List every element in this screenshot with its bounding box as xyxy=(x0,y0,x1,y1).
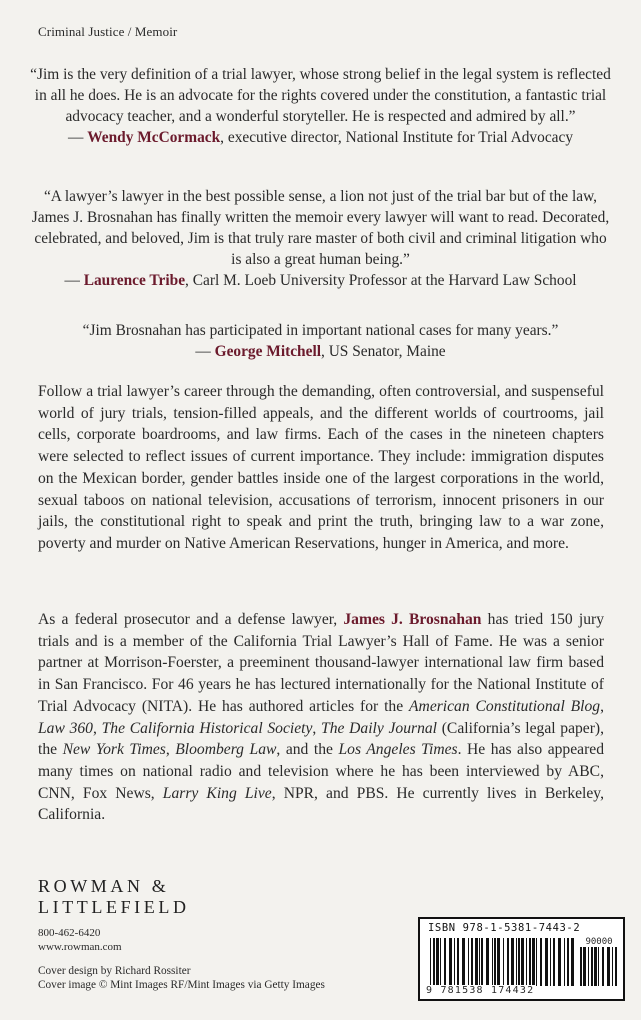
quote-text: “Jim Brosnahan has participated in important national cases for many years.” xyxy=(82,322,559,339)
barcode-bar xyxy=(444,938,446,986)
barcode-bar xyxy=(516,938,517,986)
barcode-bar xyxy=(457,938,459,986)
barcode-bar xyxy=(511,938,514,986)
barcode-bar xyxy=(454,938,455,986)
barcode-bar xyxy=(475,938,478,986)
barcode-bar xyxy=(529,938,531,986)
barcode-bar xyxy=(479,938,480,986)
quote-attribution: — Laurence Tribe, Carl M. Loeb University Professor at the Harvard Law School xyxy=(64,272,577,289)
isbn-barcode xyxy=(418,917,625,1001)
publisher-logo: ROWMAN & LITTLEFIELD xyxy=(38,876,190,917)
barcode-bar xyxy=(532,938,535,986)
barcode-bar xyxy=(567,938,569,986)
quote-attribution: — Wendy McCormack, executive director, National Institute for Trial Advocacy xyxy=(67,129,574,146)
barcode-bars xyxy=(430,938,574,986)
barcode-bar xyxy=(440,938,441,986)
barcode-bar xyxy=(553,938,555,986)
endorser-name: Laurence Tribe xyxy=(83,272,186,289)
barcode-bar xyxy=(521,938,524,986)
barcode-bar xyxy=(571,938,574,986)
barcode-bar xyxy=(540,938,542,986)
barcode-bar xyxy=(564,938,565,986)
barcode-bar xyxy=(481,938,483,986)
isbn-number: ISBN 978-1-5381-7443-2 xyxy=(428,922,581,934)
barcode-bar xyxy=(536,938,537,986)
barcode-bar xyxy=(471,938,473,986)
endorser-title: , executive director, National Institute for Trial Advocacy xyxy=(220,129,574,146)
barcode-bar xyxy=(486,938,489,986)
publisher-website: www.rowman.com xyxy=(38,940,122,953)
barcode-bar xyxy=(436,938,439,986)
barcode-addon-number: 90000 xyxy=(580,937,618,947)
barcode-bar xyxy=(507,938,509,986)
endorsement-quote-3 xyxy=(30,320,611,362)
barcode-bar xyxy=(497,938,500,986)
publisher-phone: 800-462-6420 xyxy=(38,927,101,939)
author-name: James J. Brosnahan xyxy=(343,611,482,628)
endorser-name: Wendy McCormack xyxy=(87,129,221,146)
publisher-contact xyxy=(38,927,122,954)
author-bio: As a federal prosecutor and a defense lawyer, James J. Brosnahan has tried 150 jury trials and is a member of the California Trial Lawyer’s Hall of Fame. He was a senior partner at Morrison-Foerster, a preeminent thousand-lawyer international law firm based in San Francisco. For 46 years he has lectured internationally for the National Institute of Trial Advocacy (NITA). He has authored articles for the American Constitutional Blog, Law 360, The California Historical Society, The Daily Journal (California’s legal paper), the New York Times, Bloomberg Law, and the Los Angeles Times. He has also appeared many times on national radio and television where he has been interviewed by ABC, CNN, Fox News, Larry King Live, NPR, and PBS. He currently lives in Berkeley, California. xyxy=(38,611,605,824)
barcode-bar xyxy=(430,938,431,986)
barcode-bar xyxy=(462,938,465,986)
quote-text: “Jim is the very definition of a trial lawyer, whose strong belief in the legal system is reflected in all he does. He is an advocate for the rights covered under the constitution, a fantastic trial advocacy teacher, and a wonderful storyteller. He is respected and admired by all.” xyxy=(30,66,611,125)
barcode-bar xyxy=(449,938,452,986)
book-description: Follow a trial lawyer’s career through the demanding, often controversial, and suspenseful world of jury trials, tension-filled appeals, and the different worlds of courtrooms, jail cells, corporate boardrooms, and law firms. Each of the cases in the nineteen chapters were selected to reflect issues of current importance. They include: immigration disputes on the Mexican border, gender battles inside one of the largest corporations in the world, sexual taboos on national television, accusations of terrorism, innocent prisoners in our jails, the constitutional right to speak and print the truth, bringing law to a war zone, poverty and murder on Native American Reservations, hunger in America, and more. xyxy=(38,383,604,552)
barcode-bar xyxy=(492,938,493,986)
cover-credits xyxy=(38,964,325,992)
endorsement-quote-1 xyxy=(30,64,611,148)
cover-design-credit: Cover design by Richard Rossiter xyxy=(38,965,191,977)
barcode-bar xyxy=(433,938,435,986)
barcode-bar xyxy=(503,938,504,986)
barcode-bar xyxy=(550,938,551,986)
endorser-title: , US Senator, Maine xyxy=(321,343,446,360)
barcode-bar xyxy=(468,938,469,986)
barcode-bar xyxy=(494,938,496,986)
barcode-bar xyxy=(558,938,561,986)
quote-attribution: — George Mitchell, US Senator, Maine xyxy=(195,343,446,360)
quote-text: “A lawyer’s lawyer in the best possible sense, a lion not just of the trial bar but of the law, James J. Brosnahan has finally written the memoir every lawyer will want to read. Decorated, celebrated, and beloved, Jim is that truly rare master of both civil and criminal litigation who is also a great human being.” xyxy=(31,188,610,268)
barcode-bar xyxy=(545,938,548,986)
barcode-digits: 9 781538 174432 xyxy=(426,985,535,996)
endorser-name: George Mitchell xyxy=(214,343,321,360)
cover-image-credit: Cover image © Mint Images RF/Mint Images via Getty Images xyxy=(38,979,325,991)
barcode-bar xyxy=(518,938,520,986)
endorser-title: , Carl M. Loeb University Professor at the Harvard Law School xyxy=(185,272,577,289)
endorsement-quote-2 xyxy=(30,186,611,291)
category-label: Criminal Justice / Memoir xyxy=(38,24,178,39)
barcode-bar xyxy=(526,938,527,986)
